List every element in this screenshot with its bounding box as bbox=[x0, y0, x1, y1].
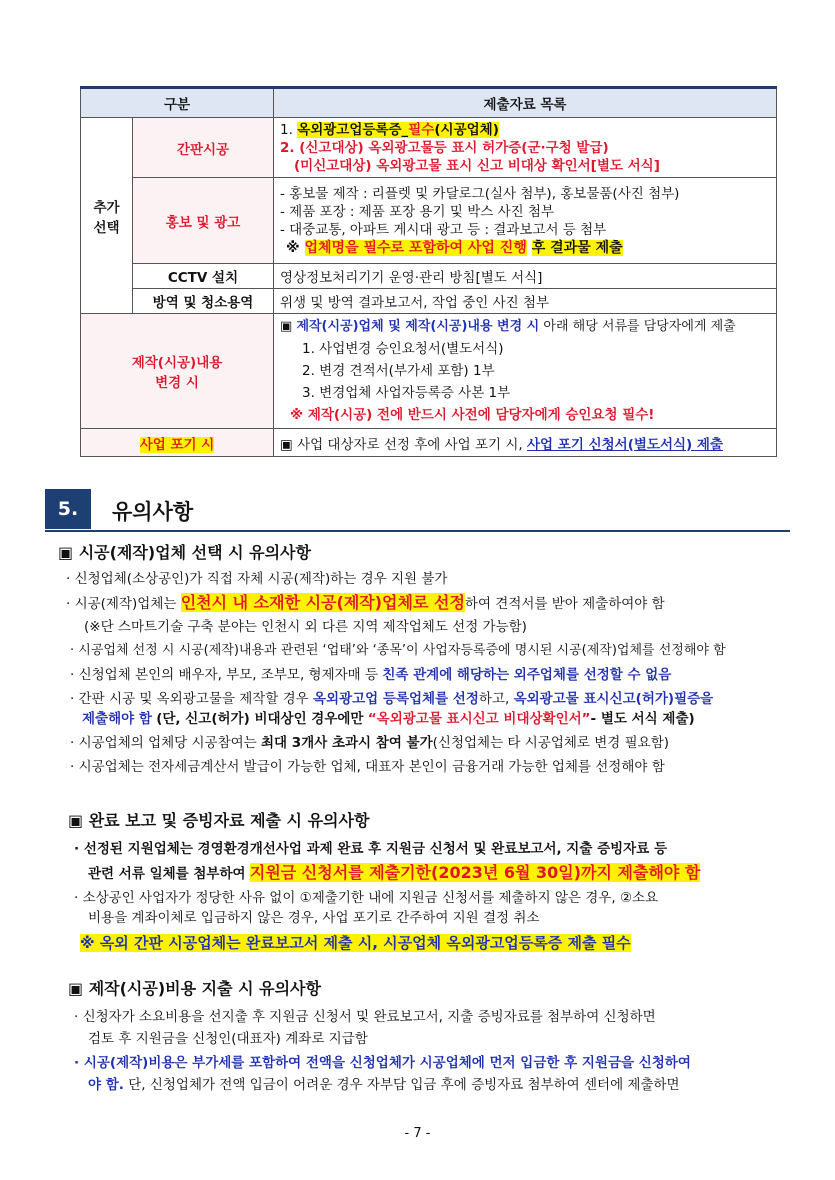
row-content-change: ▣ 제작(시공)업체 및 제작(시공)내용 변경 시 아래 해당 서류를 담당자에게 제출 1. 사업변경 승인요청서(별도서식) 2. 변경 견적서(부가세 포함) 1부 3. 변경업체 사업자등록증 사본 1부 ※ 제작(시공) 전에 반드시 사전에 담당자에게 승인요청 필수! bbox=[274, 314, 777, 429]
sub-heading: ▣ 제작(시공)비용 지출 시 유의사항 bbox=[68, 979, 321, 998]
list-item: 제출해야 함 (단, 신고(허가) 비대상인 경우에만 “옥외광고물 표시신고 비대상확인서”- 별도 서식 제출) bbox=[82, 711, 695, 727]
table-row bbox=[81, 314, 777, 429]
table-row bbox=[81, 289, 777, 314]
table-row bbox=[81, 429, 777, 457]
list-item: · 시공업체는 전자세금계산서 발급이 가능한 업체, 대표자 본인이 금융거래 가능한 업체를 선정해야 함 bbox=[70, 759, 665, 775]
row-label-promo: 홍보 및 광고 bbox=[133, 178, 274, 264]
list-item: 비용을 계좌이체로 입금하지 않은 경우, 사업 포기로 간주하여 지원 결정 취소 bbox=[88, 910, 540, 926]
table-header-row bbox=[81, 88, 777, 118]
list-item: 관련 서류 일체를 첨부하여 지원금 신청서를 제출기한(2023년 6월 30일)까지 제출해야 함 bbox=[88, 863, 701, 882]
submission-table bbox=[80, 86, 777, 457]
notice-block-1 bbox=[58, 540, 803, 777]
sub-heading: ▣ 완료 보고 및 증빙자료 제출 시 유의사항 bbox=[68, 811, 370, 830]
row-content-promo: - 홍보물 제작 : 리플렛 및 카달로그(실사 첨부), 홍보물품(사진 첨부) - 제품 포장 : 제품 포장 용기 및 박스 사진 첨부 - 대중교통, 아파트 게시대 광고 등 : 결과보고서 등 첨부 ※ 업체명을 필수로 포함하여 사업 진행 후 결과물 제출 bbox=[274, 178, 777, 264]
header-documents: 제출자료 목록 bbox=[274, 88, 777, 118]
row-label-sign: 간판시공 bbox=[133, 118, 274, 178]
row-label-quit: 사업 포기 시 bbox=[81, 429, 274, 457]
list-item: ※ 옥외 간판 시공업체는 완료보고서 제출 시, 시공업체 옥외광고업등록증 제출 필수 bbox=[80, 934, 631, 952]
list-item: · 간판 시공 및 옥외광고물을 제작할 경우 옥외광고업 등록업체를 선정하고, 옥외광고물 표시신고(허가)필증을 bbox=[70, 691, 714, 707]
list-item: · 시공(제작)비용은 부가세를 포함하여 전액을 신청업체가 시공업체에 먼저 입금한 후 지원금을 신청하여 bbox=[74, 1055, 691, 1071]
list-item: · 시공(제작)업체는 인천시 내 소재한 시공(제작)업체로 선정하여 견적서를 받아 제출하여야 함 bbox=[66, 593, 665, 612]
row-label-clean: 방역 및 청소용역 bbox=[133, 289, 274, 314]
list-item: · 신청업체(소상공인)가 직접 자체 시공(제작)하는 경우 지원 불가 bbox=[66, 571, 448, 587]
row-content-sign: 1. 옥외광고업등록증_필수(시공업체) 2. (신고대상) 옥외광고물등 표시 허가증(군·구청 발급) (미신고대상) 옥외광고물 표시 신고 비대상 확인서[별도 서식] bbox=[274, 118, 777, 178]
row-label-cctv: CCTV 설치 bbox=[133, 264, 274, 289]
row-content-clean: 위생 및 방역 결과보고서, 작업 중인 사진 첨부 bbox=[274, 289, 777, 314]
list-item: (※단 스마트기술 구축 분야는 인천시 외 다른 지역 제작업체도 선정 가능함) bbox=[84, 619, 527, 635]
list-item: · 시공업체의 업체당 시공참여는 최대 3개사 초과시 참여 불가(신청업체는 타 시공업체로 변경 필요함) bbox=[70, 735, 670, 751]
list-item: · 신청업체 본인의 배우자, 부모, 조부모, 형제자매 등 친족 관계에 해당하는 외주업체를 선정할 수 없음 bbox=[70, 667, 672, 683]
list-item: · 선정된 지원업체는 경영환경개선사업 과제 완료 후 지원금 신청서 및 완료보고서, 지출 증빙자료 등 bbox=[74, 841, 667, 857]
section-title: 유의사항 bbox=[112, 500, 194, 524]
notice-block-3 bbox=[68, 976, 803, 1095]
row-content-cctv: 영상정보처리기기 운영·관리 방침[별도 서식] bbox=[274, 264, 777, 289]
notice-block-2 bbox=[68, 808, 803, 953]
section-divider bbox=[45, 530, 790, 532]
list-item: · 신청자가 소요비용을 선지출 후 지원금 신청서 및 완료보고서, 지출 증빙자료를 첨부하여 신청하면 bbox=[74, 1009, 656, 1025]
group-label: 추가 선택 bbox=[81, 118, 133, 314]
table-row bbox=[81, 118, 777, 178]
row-label-change: 제작(시공)내용 변경 시 bbox=[81, 314, 274, 429]
table-row bbox=[81, 178, 777, 264]
list-item: 검토 후 지원금을 신청인(대표자) 계좌로 지급함 bbox=[88, 1031, 368, 1047]
list-item: 야 함. 단, 신청업체가 전액 입금이 어려운 경우 자부담 입금 후에 증빙자료 첨부하여 센터에 제출하면 bbox=[88, 1077, 680, 1093]
table-row bbox=[81, 264, 777, 289]
header-category: 구분 bbox=[81, 88, 274, 118]
sub-heading: ▣ 시공(제작)업체 선택 시 유의사항 bbox=[58, 543, 311, 562]
list-item: · 시공업체 선정 시 시공(제작)내용과 관련된 ‘업태’와 ‘종목’이 사업자등록증에 명시된 시공(제작)업체를 선정해야 함 bbox=[70, 643, 726, 658]
page-number: - 7 - bbox=[404, 1126, 431, 1141]
section-number: 5. bbox=[45, 489, 91, 529]
row-content-quit: ▣ 사업 대상자로 선정 후에 사업 포기 시, 사업 포기 신청서(별도서식) 제출 bbox=[274, 429, 777, 457]
list-item: · 소상공인 사업자가 정당한 사유 없이 ①제출기한 내에 지원금 신청서를 제출하지 않은 경우, ②소요 bbox=[74, 890, 659, 906]
